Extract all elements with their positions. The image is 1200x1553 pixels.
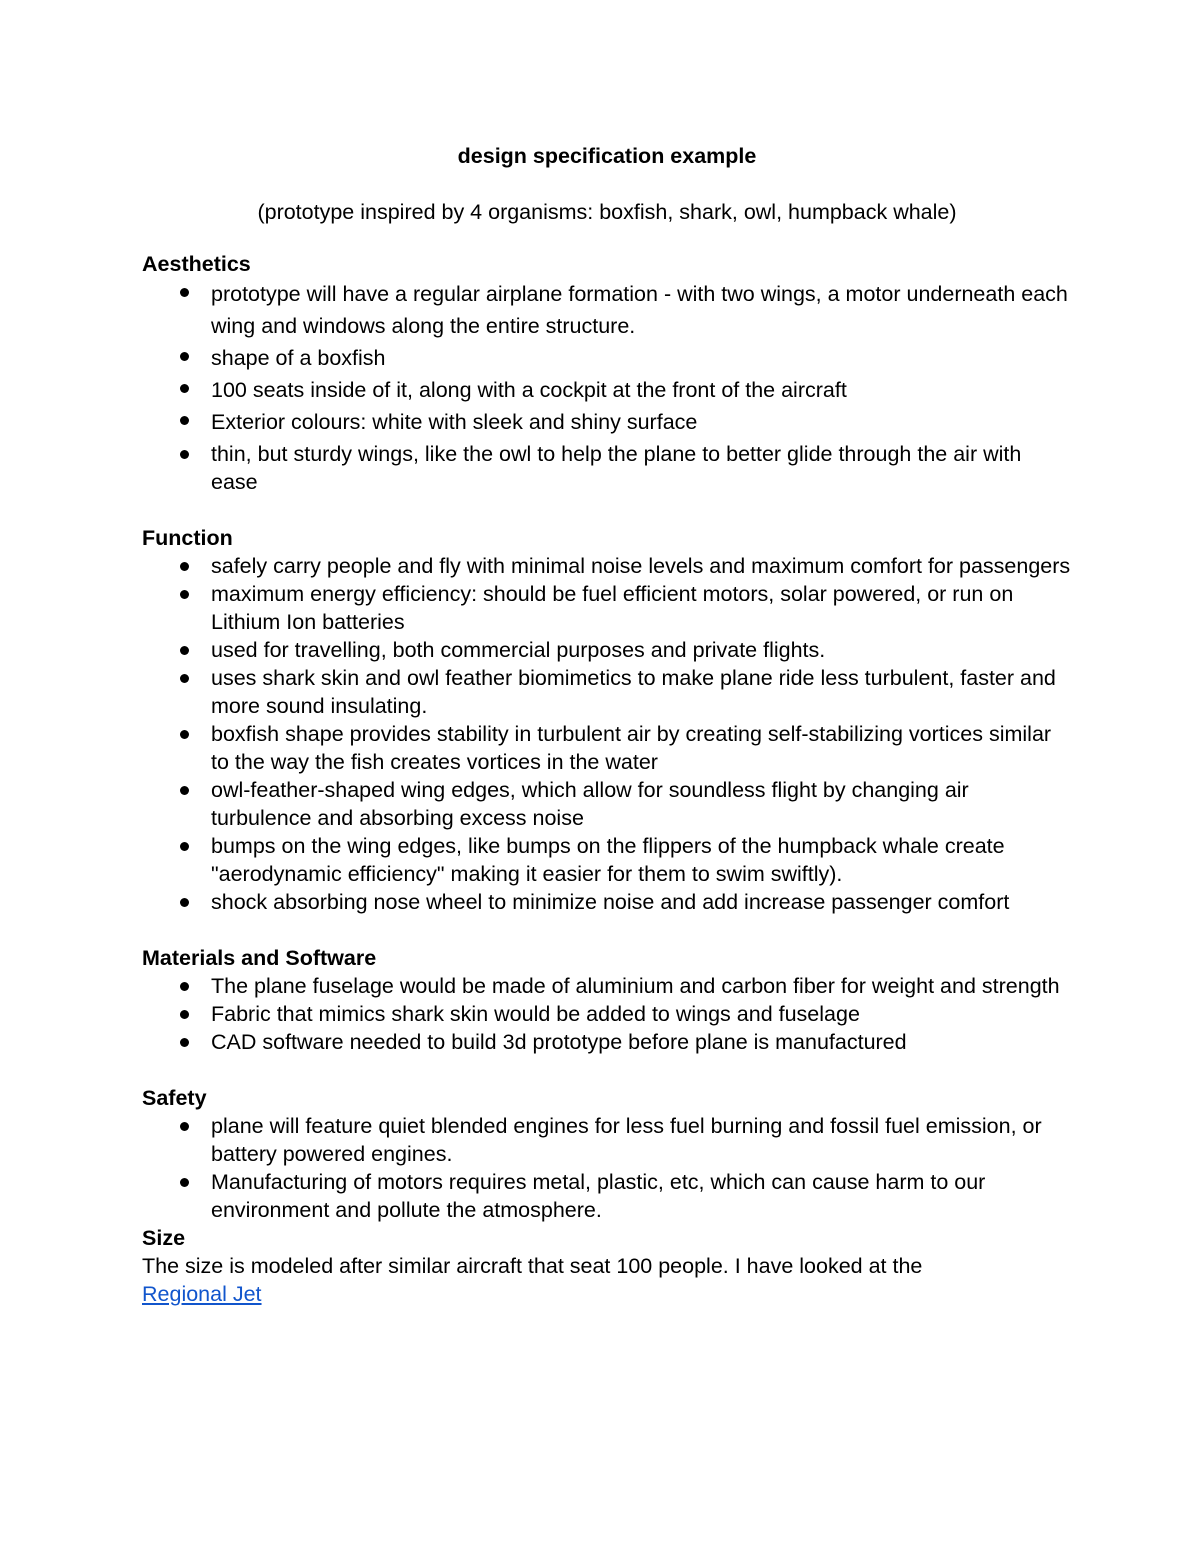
section-size	[142, 1224, 1072, 1308]
list-item	[142, 776, 1072, 832]
list-item	[142, 888, 1072, 916]
bullet-icon	[180, 842, 189, 851]
list-item	[142, 720, 1072, 776]
bullet-icon	[180, 674, 189, 683]
bullet-icon	[180, 590, 189, 599]
section-heading-function: Function	[142, 526, 233, 550]
list-item	[142, 278, 1072, 342]
list-item-text: safely carry people and fly with minimal noise levels and maximum comfort for passengers	[211, 554, 1071, 578]
bullet-icon	[180, 730, 189, 739]
bullet-icon	[180, 384, 189, 393]
list-item-text: used for travelling, both commercial purposes and private flights.	[211, 638, 826, 662]
section-heading-materials: Materials and Software	[142, 946, 377, 970]
bullet-icon	[180, 352, 189, 361]
section-heading-safety: Safety	[142, 1086, 207, 1110]
list-item-text: boxfish shape provides stability in turbulent air by creating self-stabilizing vortices similar to the way the fish creates vortices in the water	[211, 722, 1052, 774]
regional-jet-link[interactable]: Regional Jet	[142, 1282, 262, 1306]
list-item-text: uses shark skin and owl feather biomimetics to make plane ride less turbulent, faster and more sound insulating.	[211, 666, 1056, 718]
size-paragraph	[142, 1252, 1072, 1308]
list-item	[142, 580, 1072, 636]
bullet-icon	[180, 786, 189, 795]
list-item-text: CAD software needed to build 3d prototype before plane is manufactured	[211, 1030, 907, 1054]
list-item-text: bumps on the wing edges, like bumps on the flippers of the humpback whale create "aerodynamic efficiency" making it easier for them to swim swiftly).	[211, 834, 1005, 886]
list-item	[142, 1028, 1072, 1056]
document-subtitle: (prototype inspired by 4 organisms: boxfish, shark, owl, humpback whale)	[257, 200, 957, 224]
list-item-text: prototype will have a regular airplane formation - with two wings, a motor underneath each wing and windows along the entire structure.	[211, 282, 1068, 338]
list-item-text: The plane fuselage would be made of aluminium and carbon fiber for weight and strength	[211, 974, 1060, 998]
list-item-text: 100 seats inside of it, along with a cockpit at the front of the aircraft	[211, 378, 847, 402]
bullet-icon	[180, 982, 189, 991]
list-item-text: plane will feature quiet blended engines for less fuel burning and fossil fuel emission, or battery powered engines.	[211, 1114, 1042, 1166]
function-list	[142, 552, 1072, 916]
list-item	[142, 374, 1072, 406]
list-item	[142, 972, 1072, 1000]
section-aesthetics	[142, 250, 1072, 496]
bullet-icon	[180, 450, 189, 459]
list-item-text: maximum energy efficiency: should be fuel efficient motors, solar powered, or run on Lithium Ion batteries	[211, 582, 1014, 634]
list-item-text: shock absorbing nose wheel to minimize noise and add increase passenger comfort	[211, 890, 1010, 914]
section-function	[142, 524, 1072, 916]
bullet-icon	[180, 288, 189, 297]
section-heading-size: Size	[142, 1226, 186, 1250]
section-heading-aesthetics: Aesthetics	[142, 252, 251, 276]
safety-list	[142, 1112, 1072, 1224]
list-item-text: Manufacturing of motors requires metal, plastic, etc, which can cause harm to our environment and pollute the atmosphere.	[211, 1170, 986, 1222]
list-item	[142, 1000, 1072, 1028]
document-page	[142, 140, 1072, 1308]
aesthetics-list	[142, 278, 1072, 496]
list-item-text: Fabric that mimics shark skin would be added to wings and fuselage	[211, 1002, 860, 1026]
list-item-text: Exterior colours: white with sleek and shiny surface	[211, 410, 698, 434]
list-item	[142, 664, 1072, 720]
materials-list	[142, 972, 1072, 1056]
bullet-icon	[180, 1010, 189, 1019]
document-title: design specification example	[457, 144, 757, 168]
bullet-icon	[180, 1178, 189, 1187]
list-item	[142, 1112, 1072, 1168]
list-item-text: thin, but sturdy wings, like the owl to help the plane to better glide through the air with ease	[211, 442, 1022, 494]
list-item	[142, 406, 1072, 438]
bullet-icon	[180, 898, 189, 907]
list-item-text: shape of a boxfish	[211, 346, 386, 370]
list-item	[142, 832, 1072, 888]
section-materials	[142, 944, 1072, 1056]
size-text: The size is modeled after similar aircraft that seat 100 people. I have looked at the	[142, 1254, 923, 1278]
bullet-icon	[180, 1038, 189, 1047]
bullet-icon	[180, 1122, 189, 1131]
list-item-text: owl-feather-shaped wing edges, which allow for soundless flight by changing air turbulence and absorbing excess noise	[211, 778, 969, 830]
list-item	[142, 552, 1072, 580]
list-item	[142, 1168, 1072, 1224]
list-item	[142, 636, 1072, 664]
bullet-icon	[180, 646, 189, 655]
list-item	[142, 342, 1072, 374]
bullet-icon	[180, 562, 189, 571]
bullet-icon	[180, 416, 189, 425]
list-item	[142, 440, 1072, 496]
section-safety	[142, 1084, 1072, 1224]
